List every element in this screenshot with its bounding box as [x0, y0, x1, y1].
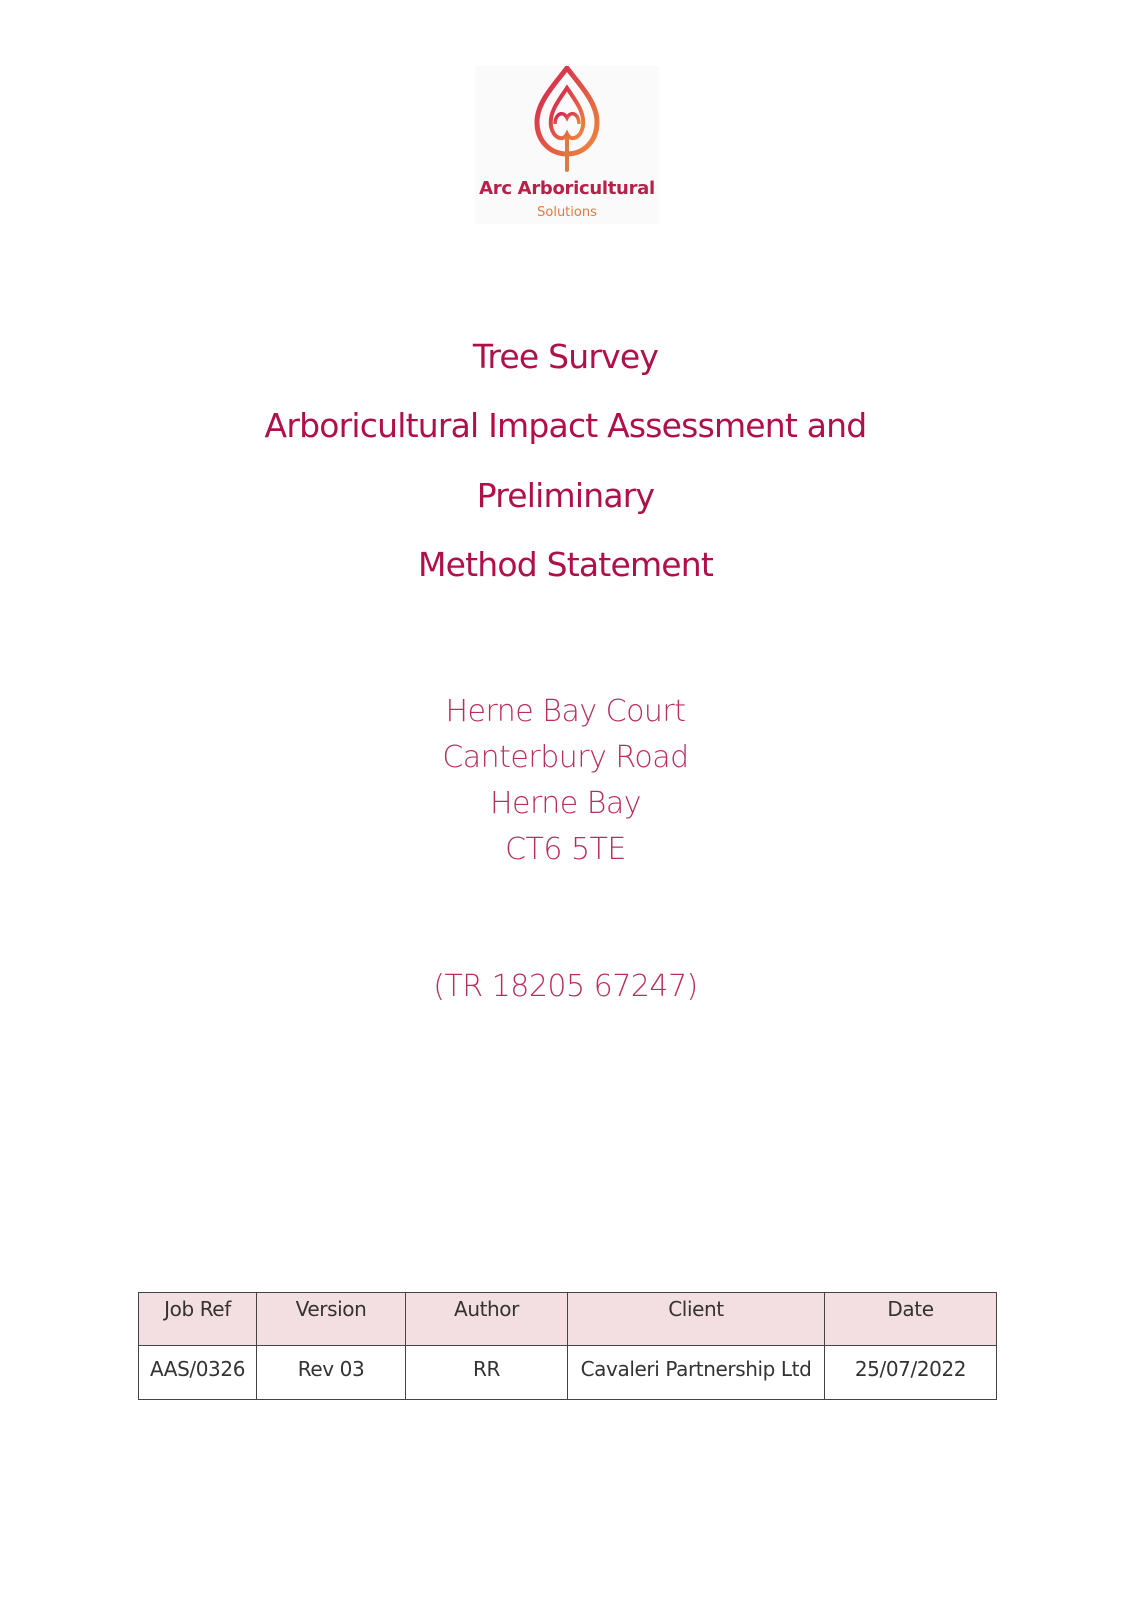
header-date: Date	[825, 1293, 997, 1346]
title-line-2: Arboricultural Impact Assessment and	[264, 406, 867, 445]
grid-reference: (TR 18205 67247)	[433, 969, 698, 1004]
value-author: RR	[406, 1346, 568, 1400]
address-line-1: Herne Bay Court	[445, 694, 686, 729]
address-postcode: CT6 5TE	[505, 832, 626, 867]
table-header-row	[139, 1293, 997, 1346]
title-line-1: Tree Survey	[472, 337, 659, 376]
header-author: Author	[406, 1293, 568, 1346]
table-row	[139, 1346, 997, 1400]
header-job-ref: Job Ref	[139, 1293, 257, 1346]
value-date: 25/07/2022	[825, 1346, 997, 1400]
address-line-2: Canterbury Road	[442, 740, 689, 775]
document-info-table	[138, 1292, 997, 1400]
value-job-ref: AAS/0326	[139, 1346, 257, 1400]
logo-company-name: Arc Arboricultural	[479, 178, 655, 199]
header-version: Version	[257, 1293, 406, 1346]
title-line-3: Preliminary	[476, 476, 655, 515]
company-logo	[475, 66, 659, 224]
value-client: Cavaleri Partnership Ltd	[568, 1346, 825, 1400]
title-line-4: Method Statement	[417, 545, 714, 584]
tree-leaf-logo-icon	[529, 66, 605, 176]
header-client: Client	[568, 1293, 825, 1346]
value-version: Rev 03	[257, 1346, 406, 1400]
address-line-3: Herne Bay	[489, 786, 642, 821]
logo-company-subtitle: Solutions	[537, 205, 597, 220]
